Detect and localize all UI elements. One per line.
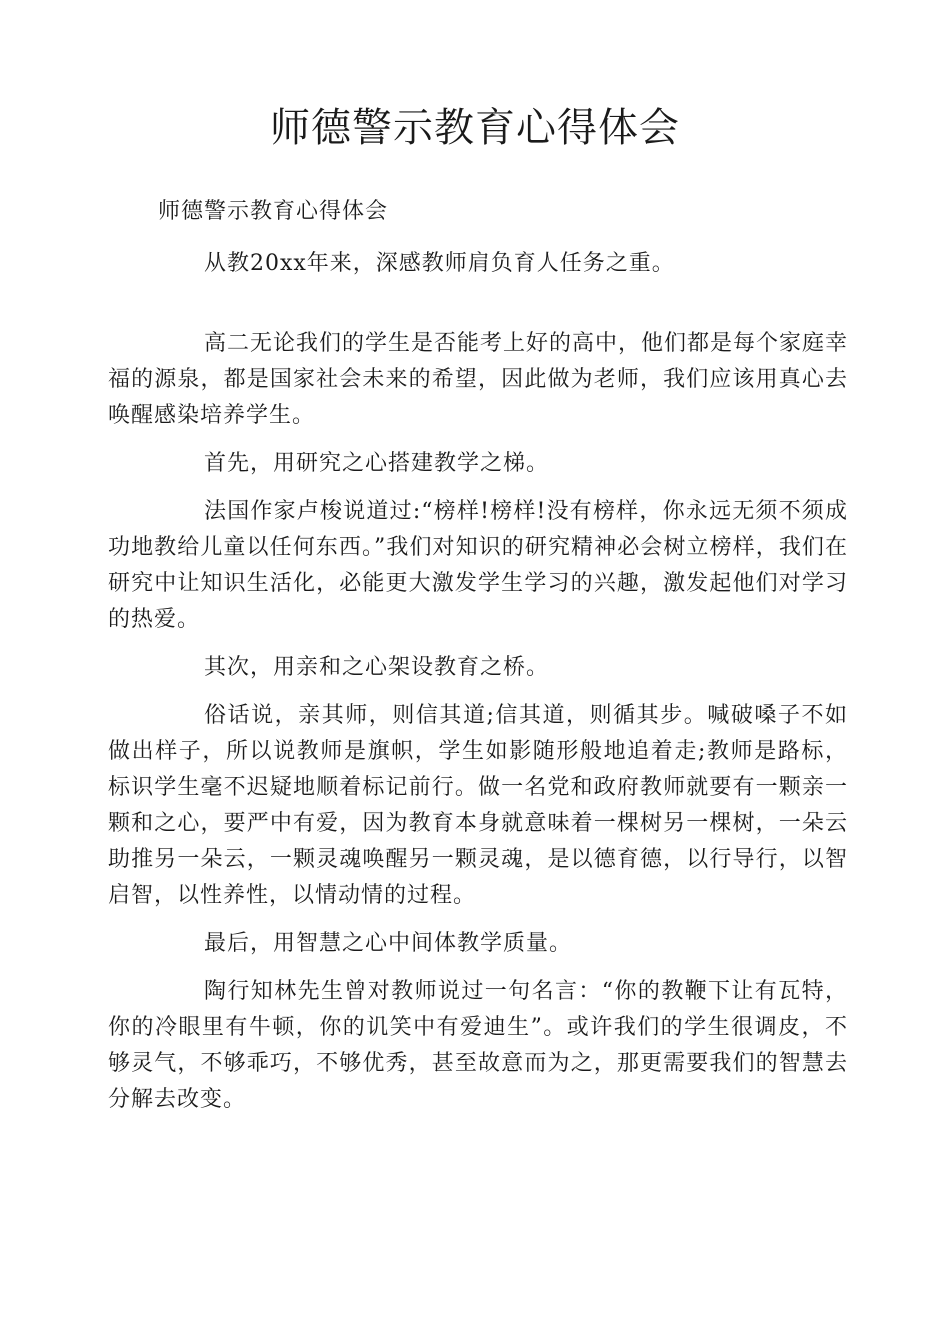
paragraph-second-point: 其次，用亲和之心架设教育之桥。 xyxy=(204,655,550,680)
paragraph-intro: 从教20xx年来，深感教师肩负育人任务之重。 xyxy=(204,251,675,276)
paragraph-proverb: 俗话说，亲其师，则信其道;信其道，则循其步。喊破嗓子不如做出样子，所以说教师是旗帜，学生如影随形般地追着走;教师是路标，标识学生毫不迟疑地顺着标记前行。做一名党和政府教师就要有一颗亲一颗和之心，要严中有爱，因为教育本身就意味着一棵树另一棵树，一朵云助推另一朵云，一颗灵魂唤醒另一颗灵魂，是以德育德，以行导行，以智启智，以性养性，以情动情的过程。 xyxy=(108,703,848,908)
paragraph-rousseau-quote: 法国作家卢梭说道过:“榜样!榜样!没有榜样，你永远无须不须成功地教给儿童以任何东西。”我们对知识的研究精神必会树立榜样，我们在研究中让知识生活化，必能更大激发学生学习的兴趣，激发起他们对学习的热爱。 xyxy=(108,499,848,632)
paragraph-first-point: 首先，用研究之心搭建教学之梯。 xyxy=(204,451,550,476)
paragraph-tao-xingzhi-quote: 陶行知林先生曾对教师说过一句名言：“你的教鞭下让有瓦特，你的冷眼里有牛顿，你的讥笑中有爱迪生”。或许我们的学生很调皮，不够灵气，不够乖巧，不够优秀，甚至故意而为之，那更需要我们的智慧去分解去改变。 xyxy=(108,979,848,1112)
paragraph-students-hope: 高二无论我们的学生是否能考上好的高中，他们都是每个家庭幸福的源泉，都是国家社会未来的希望，因此做为老师，我们应该用真心去唤醒感染培养学生。 xyxy=(108,331,849,428)
document-body xyxy=(108,194,848,1130)
paragraph-third-point: 最后，用智慧之心中间体教学质量。 xyxy=(204,931,573,956)
document-subtitle: 师德警示教育心得体会 xyxy=(158,199,389,224)
document-title: 师德警示教育心得体会 xyxy=(270,105,680,151)
